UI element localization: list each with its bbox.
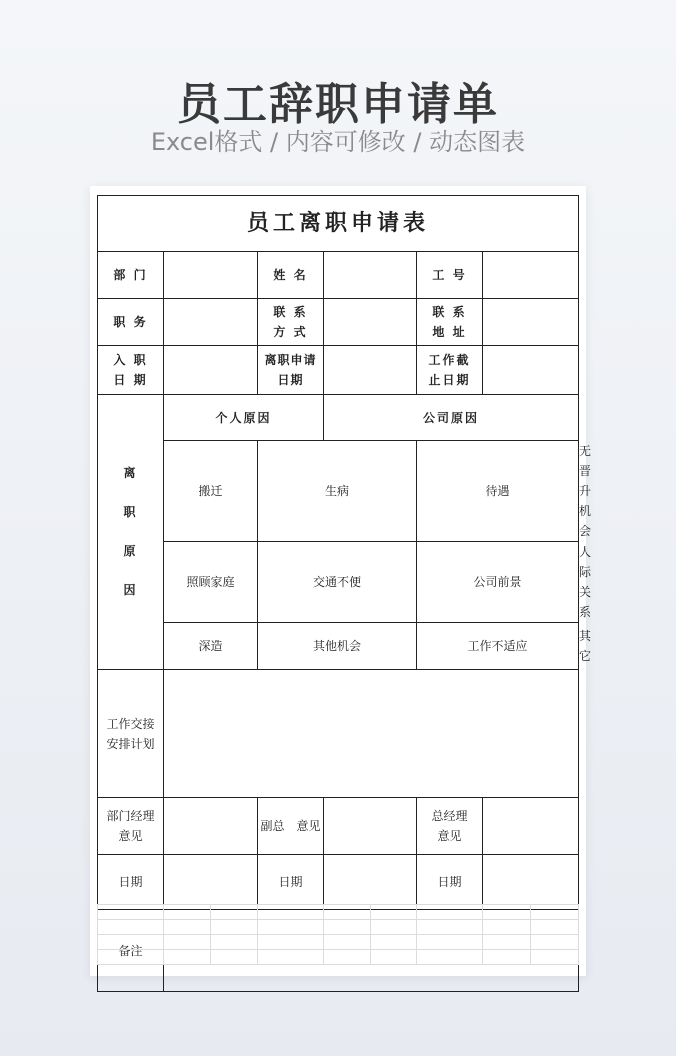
contact-method-label: 联 系 方 式	[258, 299, 324, 346]
vp-date-label: 日期	[258, 855, 324, 910]
reason-label: 离 职 原 因	[98, 395, 164, 670]
banner-title: 员工辞职申请单	[177, 79, 499, 130]
work-end-date-field[interactable]	[483, 346, 579, 395]
reason-option[interactable]: 交通不便	[258, 542, 417, 623]
reason-option[interactable]: 照顾家庭	[164, 542, 258, 623]
position-field[interactable]	[164, 299, 258, 346]
resign-apply-date-label: 离职申请 日期	[258, 346, 324, 395]
contact-method-field[interactable]	[324, 299, 417, 346]
form-sheet	[90, 186, 592, 976]
name-field[interactable]	[324, 252, 417, 299]
vp-date-field[interactable]	[324, 855, 417, 910]
reason-option[interactable]: 深造	[164, 623, 258, 670]
reason-option[interactable]: 搬迁	[164, 441, 258, 542]
reason-option[interactable]: 生病	[258, 441, 417, 542]
dept-manager-opinion-field[interactable]	[164, 798, 258, 855]
department-label: 部 门	[98, 252, 164, 299]
contact-address-label: 联 系 地 址	[417, 299, 483, 346]
employee-id-field[interactable]	[483, 252, 579, 299]
resignation-form-table: 员工离职申请表 部 门 姓 名 工 号 职 务 联 系 方 式 联 系 地 址 入 职 日 期 离职申请 日期 工作截 止日期 离 职 原 因 个人原因 公司原因 搬迁 生病 待遇 无晋升机会 照顾家庭 交通不便 公司前景 人际关系 深造 其他机会 工作不适应 其它 工作交接 安排计划 部门经理 意见 副总 意见 总经理 意见 日期 日期 日期 备注	[97, 195, 579, 992]
dept-manager-date-field[interactable]	[164, 855, 258, 910]
reason-option[interactable]: 待遇	[417, 441, 579, 542]
contact-address-field[interactable]	[483, 299, 579, 346]
employee-id-label: 工 号	[417, 252, 483, 299]
form-title: 员工离职申请表	[98, 196, 579, 252]
entry-date-field[interactable]	[164, 346, 258, 395]
banner-subtitle: Excel格式 / 内容可修改 / 动态图表	[150, 128, 526, 156]
entry-date-label: 入 职 日 期	[98, 346, 164, 395]
reason-option[interactable]: 公司前景	[417, 542, 579, 623]
department-field[interactable]	[164, 252, 258, 299]
personal-reason-header: 个人原因	[164, 395, 324, 441]
handover-plan-field[interactable]	[164, 670, 579, 798]
remark-label: 备注	[98, 910, 164, 992]
company-reason-header: 公司原因	[324, 395, 579, 441]
gm-opinion-field[interactable]	[483, 798, 579, 855]
name-label: 姓 名	[258, 252, 324, 299]
dept-manager-opinion-label: 部门经理 意见	[98, 798, 164, 855]
reason-option[interactable]: 工作不适应	[417, 623, 579, 670]
dept-manager-date-label: 日期	[98, 855, 164, 910]
resign-apply-date-field[interactable]	[324, 346, 417, 395]
spreadsheet-grid-lines	[97, 904, 579, 965]
gm-date-label: 日期	[417, 855, 483, 910]
vp-opinion-label: 副总 意见	[258, 798, 324, 855]
reason-option[interactable]: 其他机会	[258, 623, 417, 670]
position-label: 职 务	[98, 299, 164, 346]
vp-opinion-field[interactable]	[324, 798, 417, 855]
work-end-date-label: 工作截 止日期	[417, 346, 483, 395]
gm-date-field[interactable]	[483, 855, 579, 910]
handover-plan-label: 工作交接 安排计划	[98, 670, 164, 798]
gm-opinion-label: 总经理 意见	[417, 798, 483, 855]
